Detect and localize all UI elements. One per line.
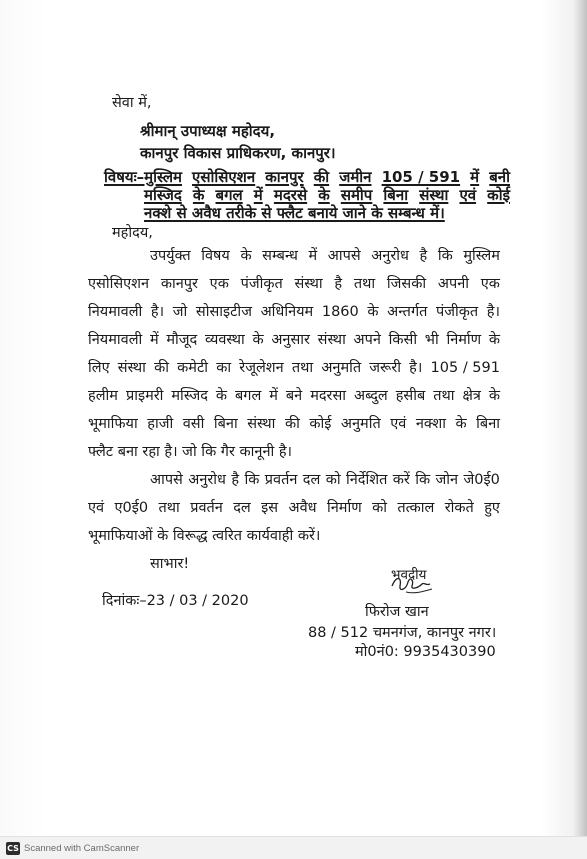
letter-date: दिनांकः–23 / 03 / 2020 xyxy=(102,593,249,609)
body-p1-line-4: नियमावली में मौजूद व्यवस्था के अनुसार संस्था अपने किसी भी निर्माण के xyxy=(88,332,500,348)
body-p1-line-8: फ्लैट बना रहा है। जो कि गैर कानूनी है। xyxy=(88,444,293,460)
closing: साभार! xyxy=(150,556,190,572)
scanner-footer xyxy=(0,836,587,859)
body-p2-line-1: आपसे अनुरोध है कि प्रवर्तन दल को निर्देशित करें कि जोन जे0ई0 xyxy=(150,472,500,488)
subject-line-1: विषयः–मुस्लिम एसोसिएशन कानपुर की जमीन 105 / 591 में बनी xyxy=(104,168,510,186)
body-p1-line-1: उपर्युक्त विषय के सम्बन्ध में आपसे अनुरोध है कि मुस्लिम xyxy=(150,248,500,264)
addressee-line-1: श्रीमान् उपाध्यक्ष महोदय, xyxy=(140,122,276,140)
salutation-to: सेवा में, xyxy=(112,95,152,111)
camscanner-logo-icon: CS xyxy=(7,844,19,853)
subject-line-2: मस्जिद के बगल में मदरसे के समीप बिना संस्था एवं कोई xyxy=(144,186,510,204)
sender-address: 88 / 512 चमनगंज, कानपुर नगर। xyxy=(308,625,497,641)
signature-scribble xyxy=(388,572,438,596)
subject-line-3: नक्शे से अवैध तरीके से फ्लैट बनाये जाने के सम्बन्ध में। xyxy=(144,204,445,222)
body-p2-line-3: भूमाफियाओं के विरूद्ध त्वरित कार्यवाही करें। xyxy=(88,528,321,544)
greeting: महोदय, xyxy=(112,225,153,241)
sender-name: फिरोज खान xyxy=(365,604,429,620)
body-p1-line-7: भूमाफिया हाजी वसी बिना संस्था की कोई अनुमति एवं नक्शा के बिना xyxy=(88,416,500,432)
body-p1-line-3: नियमावली है। जो सोसाइटीज अधिनियम 1860 के अन्तर्गत पंजीकृत है। xyxy=(88,304,500,320)
page-edge-shadow xyxy=(573,0,587,859)
body-p1-line-5: लिए संस्था की कमेटी का रेजूलेशन तथा अनुमति जरूरी है। 105 / 591 xyxy=(88,360,500,376)
body-p1-line-6: हलीम प्राइमरी मस्जिद के बगल में बने मदरसा अब्दुल हसीब तथा क्षेत्र के xyxy=(88,388,500,404)
sender-mobile: मो0नं0: 9935430390 xyxy=(355,644,496,660)
body-p1-line-2: एसोसिएशन कानपुर एक पंजीकृत संस्था है तथा जिसकी अपनी एक xyxy=(88,276,500,292)
signoff: भवदीय xyxy=(391,567,427,583)
body-p2-line-2: एवं ए0ई0 तथा प्रवर्तन दल इस अवैध निर्माण को तत्काल रोकते हुए xyxy=(88,500,500,516)
addressee-line-2: कानपुर विकास प्राधिकरण, कानपुर। xyxy=(140,144,336,162)
scanner-watermark: Scanned with CamScanner xyxy=(24,843,140,854)
